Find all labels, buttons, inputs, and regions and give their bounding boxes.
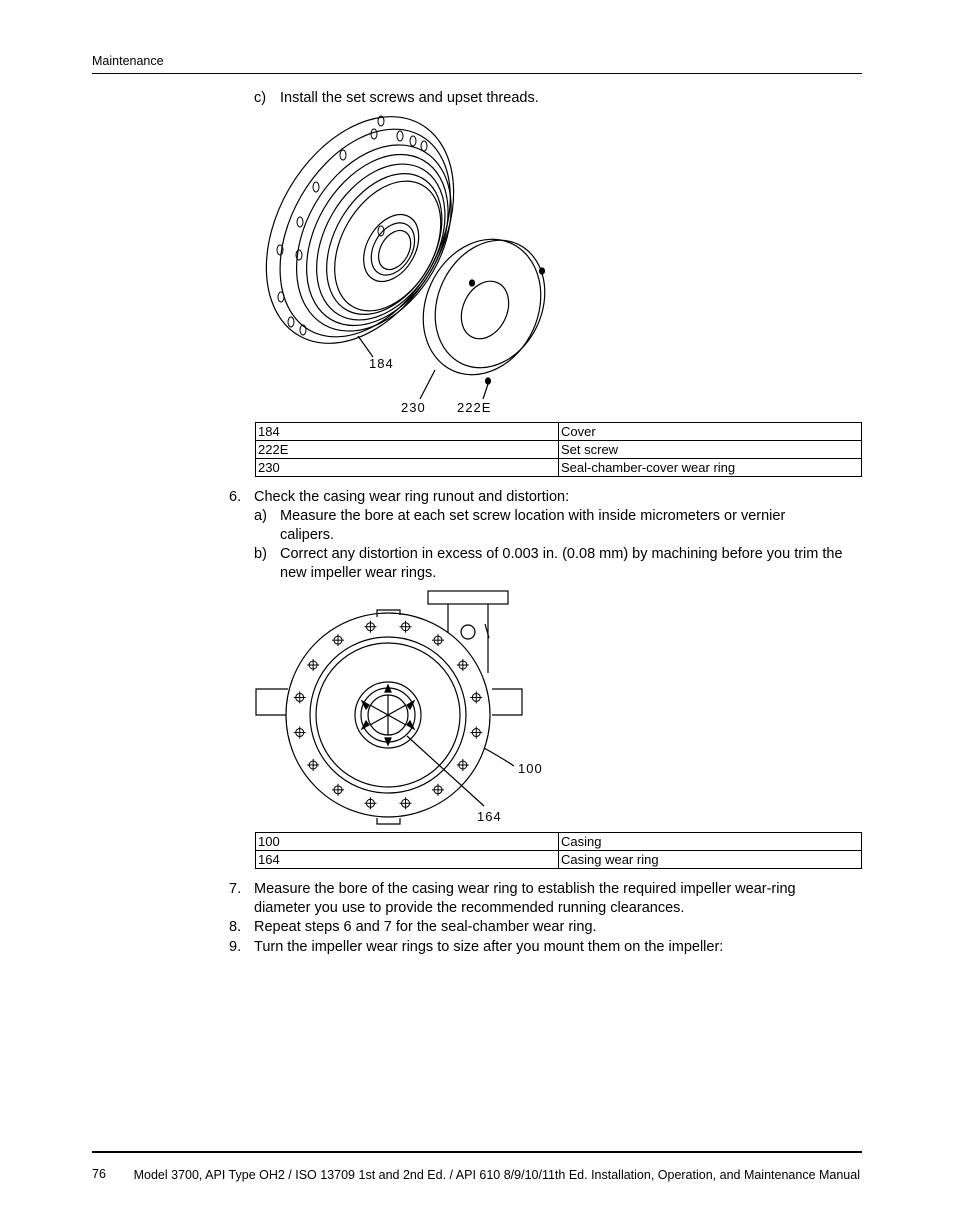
table-row — [256, 851, 862, 869]
table-row — [256, 833, 862, 851]
bolt-symbol — [294, 691, 306, 703]
footer-rule — [92, 1151, 862, 1153]
part-number: 100 — [256, 833, 559, 851]
bolt-symbol — [457, 759, 469, 771]
bolt-symbol — [400, 797, 412, 809]
parts-table-2 — [255, 832, 862, 869]
step-8-marker: 8. — [229, 919, 242, 935]
callout-184: 184 — [369, 356, 394, 371]
bolt-symbol — [332, 634, 344, 646]
step-6-text: Check the casing wear ring runout and distortion: — [254, 489, 570, 505]
bolt-symbol — [470, 727, 482, 739]
step-6-marker: 6. — [229, 489, 242, 505]
bolt-symbol — [294, 727, 306, 739]
bolt-symbol — [400, 621, 412, 633]
callout-222e: 222E — [457, 400, 492, 415]
part-description: Casing — [559, 833, 862, 851]
bolt-symbol — [470, 691, 482, 703]
step-9-text: Turn the impeller wear rings to size after you mount them on the impeller: — [254, 939, 724, 955]
parts-table-1 — [255, 422, 862, 477]
casing-wear-ring-illustration — [252, 588, 542, 828]
part-description: Seal-chamber-cover wear ring — [559, 459, 862, 477]
cover-wear-ring-illustration — [250, 112, 570, 417]
step-7-marker: 7. — [229, 881, 242, 897]
bolt-symbol — [307, 759, 319, 771]
step-c-marker: c) — [254, 90, 267, 106]
bolt-symbol — [364, 621, 376, 633]
step-7-text: Measure the bore of the casing wear ring to establish the required impeller wear-ring diameter you use to provide the recommended running clearances. — [254, 881, 796, 916]
callout-100: 100 — [518, 761, 543, 776]
running-header: Maintenance — [92, 54, 164, 68]
part-number: 184 — [256, 423, 559, 441]
part-number: 222E — [256, 441, 559, 459]
step-6b-marker: b) — [254, 546, 267, 562]
step-6a-marker: a) — [254, 508, 267, 524]
step-c-text: Install the set screws and upset threads. — [280, 90, 539, 106]
step-9-marker: 9. — [229, 939, 242, 955]
bolt-symbol — [364, 797, 376, 809]
bolt-symbol — [432, 784, 444, 796]
part-description: Set screw — [559, 441, 862, 459]
page-number: 76 — [92, 1167, 106, 1181]
callout-230: 230 — [401, 400, 426, 415]
header-rule — [92, 73, 862, 74]
bolt-symbol — [332, 784, 344, 796]
callout-164: 164 — [477, 809, 502, 824]
bolt-symbol — [307, 659, 319, 671]
step-6a-text: Measure the bore at each set screw location with inside micrometers or vernier calipers. — [280, 508, 786, 543]
table-row — [256, 441, 862, 459]
table-row — [256, 423, 862, 441]
part-number: 230 — [256, 459, 559, 477]
part-number: 164 — [256, 851, 559, 869]
bolt-symbol — [457, 659, 469, 671]
bolt-symbol — [432, 634, 444, 646]
step-8-text: Repeat steps 6 and 7 for the seal-chamber wear ring. — [254, 919, 597, 935]
part-description: Cover — [559, 423, 862, 441]
part-description: Casing wear ring — [559, 851, 862, 869]
table-row — [256, 459, 862, 477]
footer-title: Model 3700, API Type OH2 / ISO 13709 1st and 2nd Ed. / API 610 8/9/10/11th Ed. Installation, Operation, and Maintenance Manual — [133, 1168, 860, 1182]
step-6b-text: Correct any distortion in excess of 0.003 in. (0.08 mm) by machining before you trim the new impeller wear rings. — [280, 546, 843, 581]
